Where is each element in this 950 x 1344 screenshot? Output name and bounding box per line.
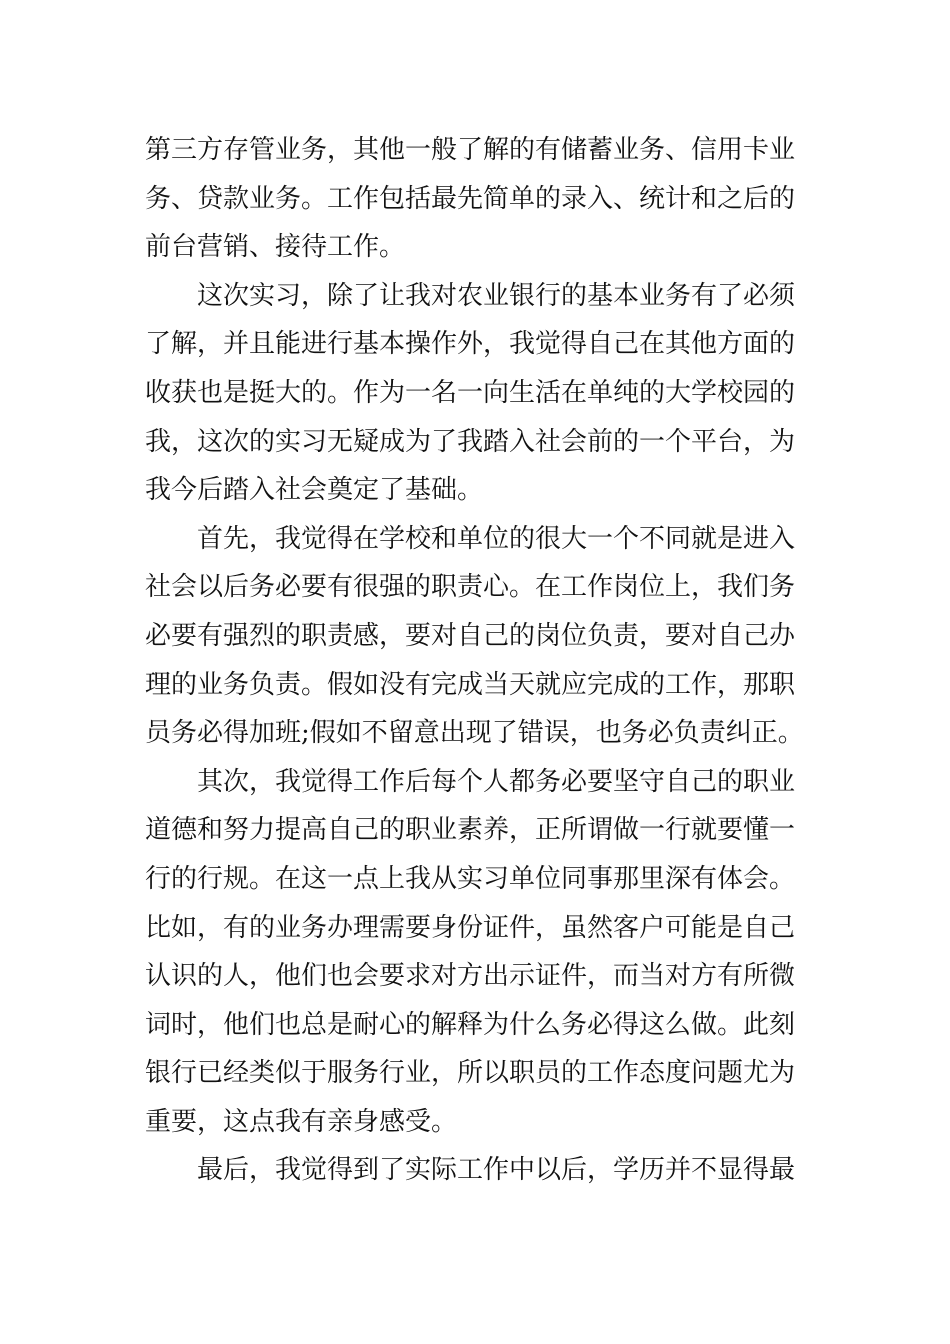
text-line: 员务必得加班;假如不留意出现了错误，也务必负责纠正。 — [145, 718, 804, 749]
text-line: 社会以后务必要有很强的职责心。在工作岗位上，我们务 — [145, 572, 796, 603]
text-line: 我今后踏入社会奠定了基础。 — [145, 475, 484, 506]
text-line: 行的行规。在这一点上我从实习单位同事那里深有体会。 — [145, 863, 796, 894]
text-line: 银行已经类似于服务行业，所以职员的工作态度问题尤为 — [145, 1058, 796, 1089]
paragraph-first-line: 首先，我觉得在学校和单位的很大一个不同就是进入 — [197, 523, 796, 554]
text-line: 前台营销、接待工作。 — [145, 232, 406, 263]
paragraph-first-line: 最后，我觉得到了实际工作中以后，学历并不显得最 — [197, 1155, 796, 1186]
text-line: 收获也是挺大的。作为一名一向生活在单纯的大学校园的 — [145, 377, 796, 408]
text-line: 重要，这点我有亲身感受。 — [145, 1106, 458, 1137]
text-line: 词时，他们也总是耐心的解释为什么务必得这么做。此刻 — [145, 1009, 796, 1040]
text-line: 理的业务负责。假如没有完成当天就应完成的工作，那职 — [145, 669, 796, 700]
text-line: 了解，并且能进行基本操作外，我觉得自己在其他方面的 — [145, 329, 796, 360]
body-text — [145, 126, 815, 1195]
text-line: 道德和努力提高自己的职业素养，正所谓做一行就要懂一 — [145, 815, 796, 846]
text-line: 第三方存管业务，其他一般了解的有储蓄业务、信用卡业 — [145, 135, 796, 165]
text-line: 必要有强烈的职责感，要对自己的岗位负责，要对自己办 — [145, 620, 796, 651]
text-line: 我，这次的实习无疑成为了我踏入社会前的一个平台，为 — [145, 426, 796, 457]
text-line: 比如，有的业务办理需要身份证件，虽然客户可能是自己 — [145, 912, 796, 943]
paragraph-first-line: 其次，我觉得工作后每个人都务必要坚守自己的职业 — [197, 766, 796, 797]
text-line: 认识的人，他们也会要求对方出示证件，而当对方有所微 — [145, 961, 796, 992]
paragraph-first-line: 这次实习，除了让我对农业银行的基本业务有了必须 — [197, 280, 796, 311]
text-line: 务、贷款业务。工作包括最先简单的录入、统计和之后的 — [145, 183, 796, 214]
